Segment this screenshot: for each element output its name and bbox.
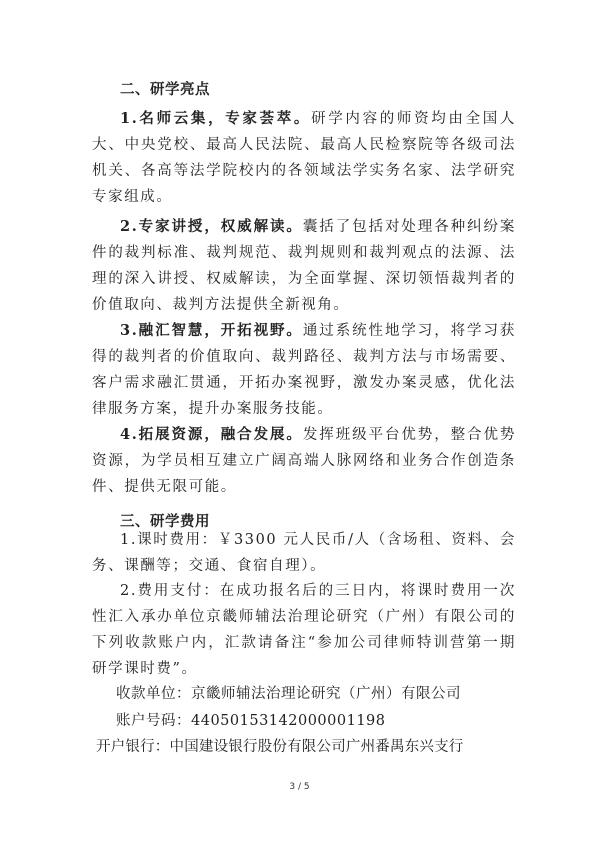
- highlight-title-2: 2.专家讲授，权威解读。: [120, 218, 303, 235]
- highlight-body-1: 研学内容的师资均由全国人大、中央党校、最高人民法院、最高人民检察院等各级司法机关、各高等法学院校内的各领域法学实务名家、法学研究专家组成。: [92, 111, 517, 205]
- account-number-line: 账户号码：44050153142000001198: [116, 713, 386, 729]
- highlight-title-4: 4.拓展资源，融合发展。: [120, 426, 303, 443]
- payee-line: 收款单位：京畿师辅法治理论研究（广州）有限公司: [116, 686, 461, 702]
- highlight-title-1: 1.名师云集，专家荟萃。: [120, 110, 312, 127]
- highlight-title-3: 3.融汇智慧，开拓视野。: [120, 322, 303, 339]
- page-number: 3 / 5: [289, 782, 310, 792]
- highlight-body-2: 囊括了包括对处理各种纠纷案件的裁判标准、裁判规范、裁判规则和裁判观点的法源、法理的深入讲授、权威解读，为全面掌握、深切领悟裁判者的价值取向、裁判方法提供全新视角。: [92, 219, 516, 313]
- highlight-point-4: [92, 422, 516, 500]
- fee-paragraph: 1.课时费用：￥3300 元人民币/人（含场租、资料、会务、课酬等；交通、食宿自理）。: [92, 532, 516, 574]
- highlight-body-4: 发挥班级平台优势，整合优势资源，为学员相互建立广阔高端人脉网络和业务合作创造条件、提供无限可能。: [92, 427, 516, 495]
- highlight-point-2: [92, 214, 516, 318]
- section-heading-highlights: 二、研学亮点: [120, 81, 210, 98]
- section-heading-fees: 三、研学费用: [120, 513, 210, 530]
- highlight-body-3: 通过系统性地学习，将学习获得的裁判者的价值取向、裁判路径、裁判方法与市场需要、客户需求融汇贯通，开拓办案视野，激发办案灵感，优化法律服务方案，提升办案服务技能。: [92, 323, 516, 417]
- payment-paragraph: 2.费用支付：在成功报名后的三日内，将课时费用一次性汇入承办单位京畿师辅法治理论研究（广州）有限公司的下列收款账户内，汇款请备注“参加公司律师特训营第一期研学课时费”。: [92, 583, 516, 677]
- bank-line: 开户银行：中国建设银行股份有限公司广州番禺东兴支行: [96, 739, 464, 755]
- highlight-point-3: [92, 318, 516, 422]
- highlight-point-1: [92, 106, 516, 210]
